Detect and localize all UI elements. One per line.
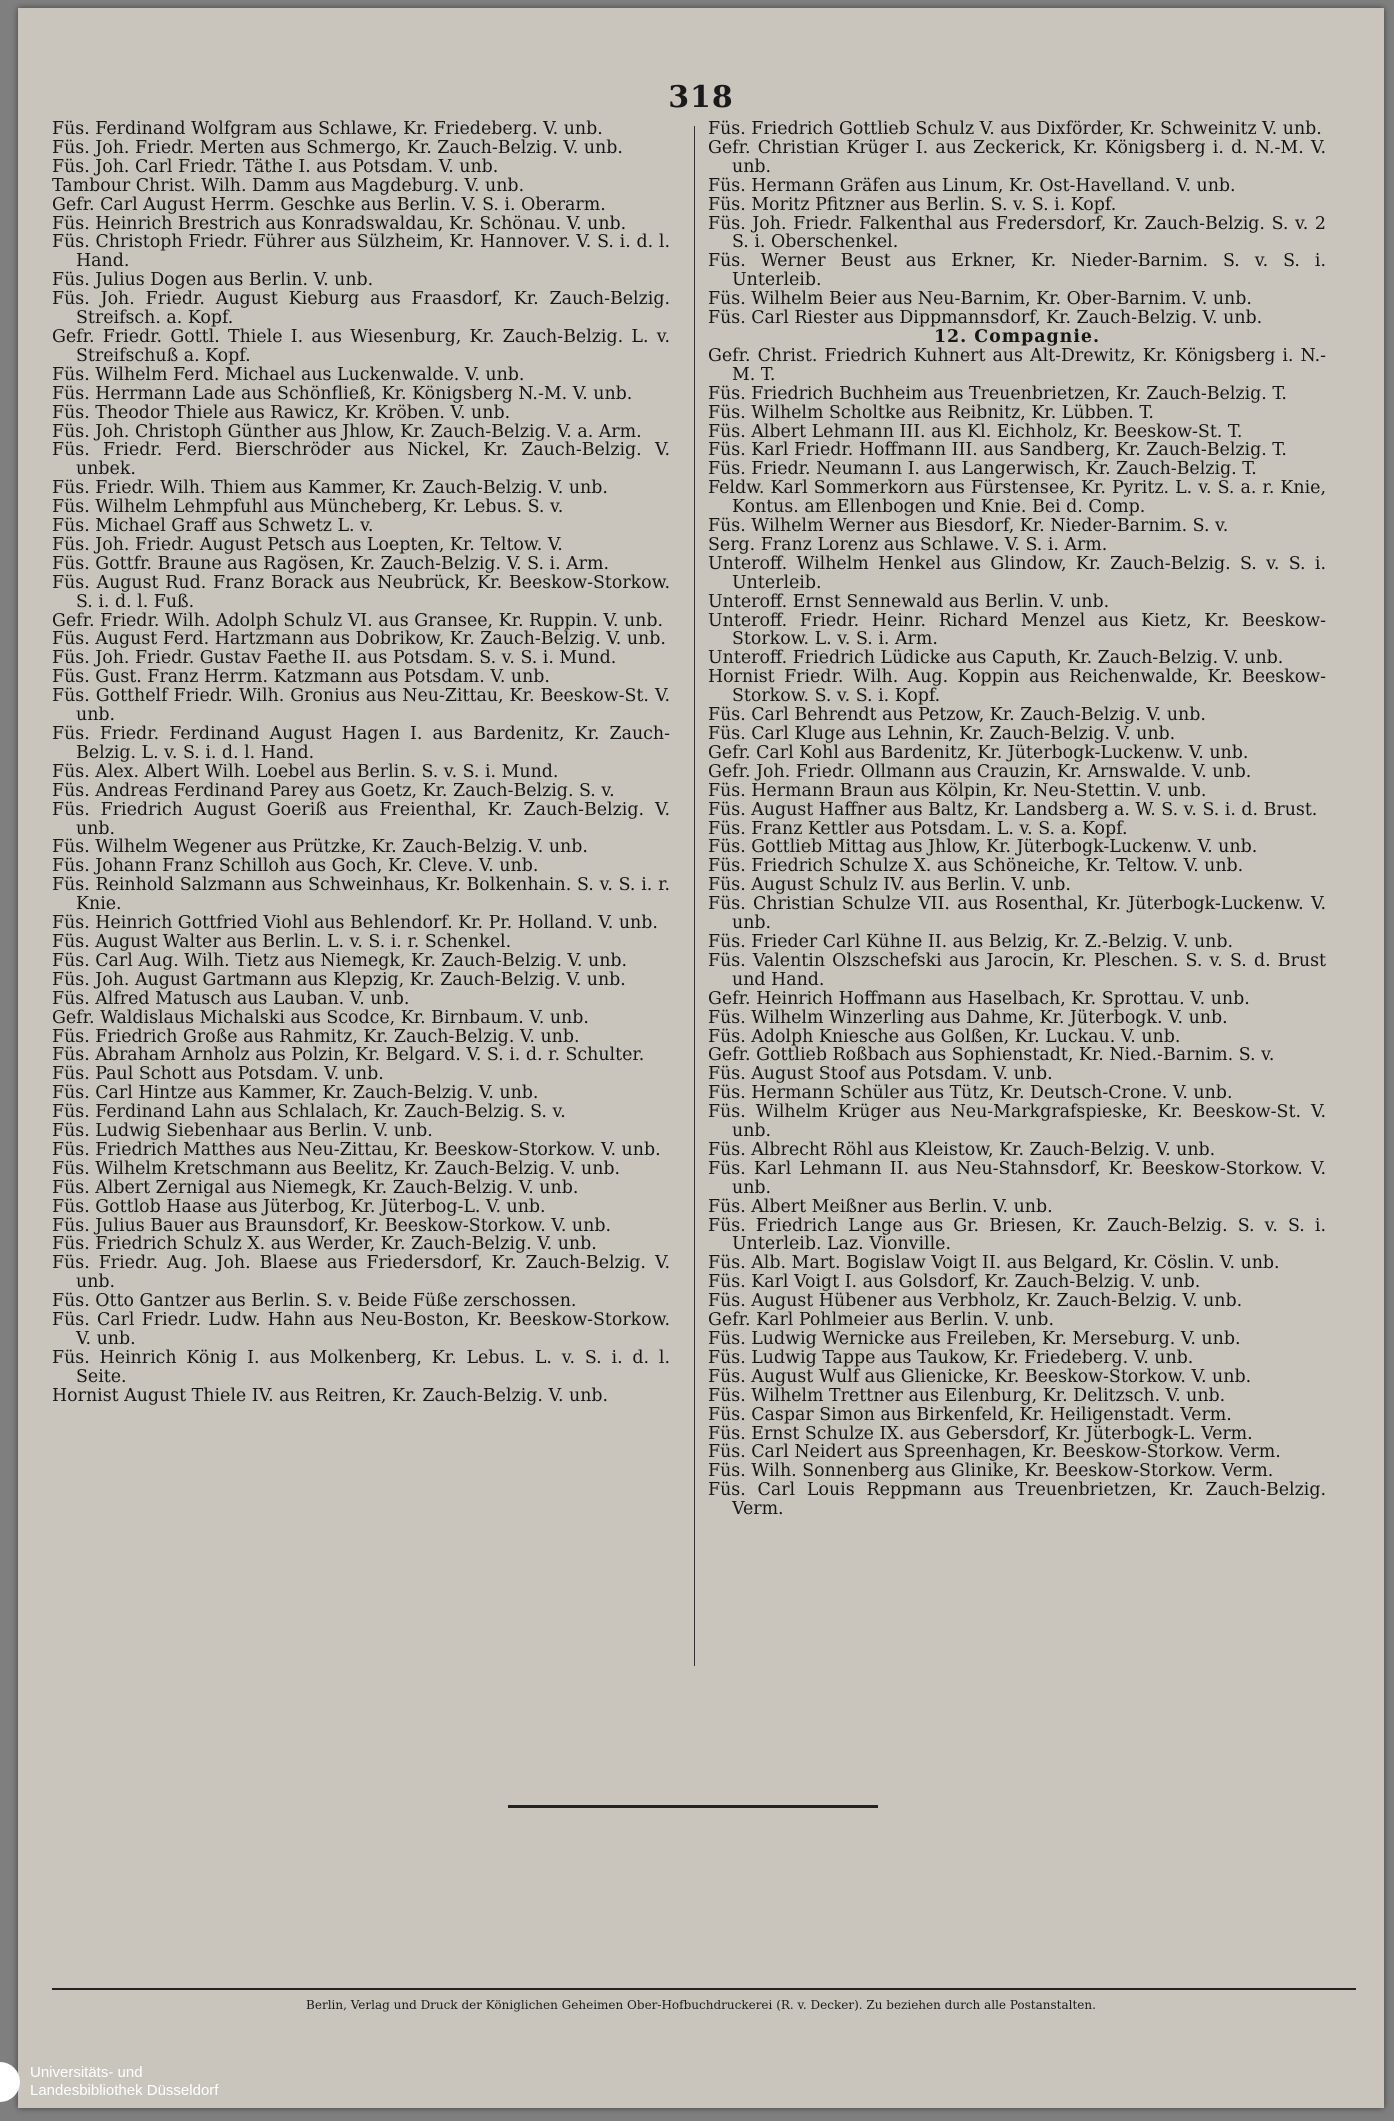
roster-entry: Füs. Gottlieb Mittag aus Jhlow, Kr. Jüterbogk-Luckenw. V. unb. (708, 837, 1258, 858)
roster-entry: Hornist August Thiele IV. aus Reitren, Kr. Zauch-Belzig. V. unb. (52, 1385, 609, 1406)
imprint-text: Berlin, Verlag und Druck der Königlichen Geheimen Ober-Hofbuchdruckerei (R. v. Decker). Zu beziehen durch alle Postanstalten. (306, 1998, 1096, 2012)
roster-entry: Füs. August Walter aus Berlin. L. v. S. i. r. Schenkel. (52, 931, 512, 952)
roster-entry: Gefr. Christian Krüger I. aus Zeckerick, Kr. Königsberg i. d. N.-M. V. unb. (708, 137, 1326, 177)
roster-entry: Füs. Friedr. Ferd. Bierschröder aus Nickel, Kr. Zauch-Belzig. V. unbek. (52, 440, 670, 480)
roster-entry: Füs. August Wulf aus Glienicke, Kr. Beeskow-Storkow. V. unb. (708, 1366, 1252, 1387)
roster-entry: Füs. Alb. Mart. Bogislaw Voigt II. aus Belgard, Kr. Cöslin. V. unb. (708, 1253, 1280, 1274)
roster-entry: Füs. August Haffner aus Baltz, Kr. Landsberg a. W. S. v. S. i. d. Brust. (708, 799, 1318, 820)
end-rule (508, 1805, 878, 1808)
library-label-line-1: Universitäts- und (30, 2064, 143, 2081)
roster-entry: Füs. Christian Schulze VII. aus Rosenthal, Kr. Jüterbogk-Luckenw. V. unb. (708, 894, 1326, 934)
roster-entry: Hornist Friedr. Wilh. Aug. Koppin aus Reichenwalde, Kr. Beeskow-Storkow. S. v. S. i. Kopf. (708, 667, 1326, 707)
roster-entry: Füs. Friedrich Schulz X. aus Werder, Kr. Zauch-Belzig. V. unb. (52, 1234, 597, 1255)
roster-entry: Füs. Wilhelm Krüger aus Neu-Markgrafspieske, Kr. Beeskow-St. V. unb. (708, 1102, 1326, 1142)
roster-entry: Füs. Theodor Thiele aus Rawicz, Kr. Kröben. V. unb. (52, 402, 511, 423)
roster-entry: Füs. August Rud. Franz Borack aus Neubrück, Kr. Beeskow-Storkow. S. i. d. l. Fuß. (52, 572, 670, 612)
library-label-line-2: Landesbibliothek Düsseldorf (30, 2082, 219, 2099)
roster-entry: Füs. Carl Behrendt aus Petzow, Kr. Zauch-Belzig. V. unb. (708, 705, 1206, 726)
roster-entry: Füs. Albert Meißner aus Berlin. V. unb. (708, 1196, 1053, 1217)
roster-entry: Füs. Friedr. Ferdinand August Hagen I. aus Bardenitz, Kr. Zauch-Belzig. L. v. S. i. d. l. Hand. (52, 724, 670, 763)
roster-entry: Füs. Friedr. Neumann I. aus Langerwisch, Kr. Zauch-Belzig. T. (708, 459, 1257, 480)
roster-entry: Füs. Herrmann Lade aus Schönfließ, Kr. Königsberg N.-M. V. unb. (52, 383, 633, 404)
roster-entry: Füs. Joh. August Gartmann aus Klepzig, Kr. Zauch-Belzig. V. unb. (52, 969, 626, 990)
roster-entry: Füs. Johann Franz Schilloh aus Goch, Kr. Cleve. V. unb. (52, 856, 539, 877)
left-column (52, 120, 670, 1406)
roster-entry: Füs. Albert Lehmann III. aus Kl. Eichholz, Kr. Beeskow-St. T. (708, 421, 1243, 442)
roster-entry: Füs. Adolph Kniesche aus Golßen, Kr. Luckau. V. unb. (708, 1026, 1181, 1047)
roster-entry: Füs. Joh. Friedr. Falkenthal aus Fredersdorf, Kr. Zauch-Belzig. S. v. 2 S. i. Oberschenkel. (708, 213, 1326, 253)
roster-entry: Gefr. Carl August Herrm. Geschke aus Berlin. V. S. i. Oberarm. (52, 194, 606, 215)
roster-entry: Füs. Wilh. Sonnenberg aus Glinike, Kr. Beeskow-Storkow. Verm. (708, 1461, 1274, 1482)
roster-entry: Füs. Friedrich Matthes aus Neu-Zittau, Kr. Beeskow-Storkow. V. unb. (52, 1139, 661, 1160)
roster-entry: Füs. Ferdinand Wolfgram aus Schlawe, Kr. Friedeberg. V. unb. (52, 119, 603, 139)
roster-entry: Füs. Friedrich Schulze X. aus Schöneiche, Kr. Teltow. V. unb. (708, 856, 1244, 877)
roster-entry: Füs. Michael Graff aus Schwetz L. v. (52, 516, 374, 537)
roster-entry: Füs. Werner Beust aus Erkner, Kr. Nieder-Barnim. S. v. S. i. Unterleib. (708, 251, 1326, 291)
roster-entry: Füs. Friedrich Große aus Rahmitz, Kr. Zauch-Belzig. V. unb. (52, 1026, 580, 1047)
roster-entry: Füs. Friedrich August Goeriß aus Freienthal, Kr. Zauch-Belzig. V. unb. (52, 799, 670, 839)
roster-entry: Füs. Andreas Ferdinand Parey aus Goetz, Kr. Zauch-Belzig. S. v. (52, 780, 615, 801)
roster-entry: Füs. Joh. Friedr. August Kieburg aus Fraasdorf, Kr. Zauch-Belzig. Streifsch. a. Kopf. (52, 289, 670, 329)
roster-entry: Füs. Joh. Friedr. Merten aus Schmergo, Kr. Zauch-Belzig. V. unb. (52, 137, 623, 158)
roster-entry: Füs. Heinrich Gottfried Viohl aus Behlendorf. Kr. Pr. Holland. V. unb. (52, 913, 658, 934)
roster-entry: Gefr. Heinrich Hoffmann aus Haselbach, Kr. Sprottau. V. unb. (708, 988, 1250, 1009)
roster-entry: Füs. Wilhelm Ferd. Michael aus Luckenwalde. V. unb. (52, 364, 525, 385)
roster-entry: Füs. Paul Schott aus Potsdam. V. unb. (52, 1064, 384, 1085)
document-page (18, 8, 1384, 2108)
roster-entry: Füs. Carl Louis Reppmann aus Treuenbrietzen, Kr. Zauch-Belzig. Verm. (708, 1480, 1326, 1520)
roster-entry: Gefr. Joh. Friedr. Ollmann aus Crauzin, Kr. Arnswalde. V. unb. (708, 761, 1252, 782)
roster-entry: Füs. Caspar Simon aus Birkenfeld, Kr. Heiligenstadt. Verm. (708, 1404, 1232, 1425)
roster-entry: Füs. Reinhold Salzmann aus Schweinhaus, Kr. Bolkenhain. S. v. S. i. r. Knie. (52, 875, 670, 915)
roster-entry: Serg. Franz Lorenz aus Schlawe. V. S. i. Arm. (708, 534, 1108, 555)
library-label (30, 2064, 218, 2100)
roster-entry: Füs. Christoph Friedr. Führer aus Sülzheim, Kr. Hannover. V. S. i. d. l. Hand. (52, 232, 670, 272)
roster-entry: Füs. Alfred Matusch aus Lauban. V. unb. (52, 988, 410, 1009)
roster-entry: Füs. Ludwig Siebenhaar aus Berlin. V. unb. (52, 1121, 433, 1142)
roster-entry: Füs. August Hübener aus Verbholz, Kr. Zauch-Belzig. V. unb. (708, 1291, 1243, 1312)
roster-entry: Tambour Christ. Wilh. Damm aus Magdeburg. V. unb. (52, 175, 525, 196)
roster-entry: Füs. Frieder Carl Kühne II. aus Belzig, Kr. Z.-Belzig. V. unb. (708, 931, 1234, 952)
library-logo-icon (0, 2062, 20, 2102)
roster-entry: Füs. Wilhelm Lehmpfuhl aus Müncheberg, Kr. Lebus. S. v. (52, 497, 564, 518)
roster-entry: Gefr. Carl Kohl aus Bardenitz, Kr. Jüterbogk-Luckenw. V. unb. (708, 742, 1249, 763)
roster-entry: Füs. Ludwig Wernicke aus Freileben, Kr. Merseburg. V. unb. (708, 1329, 1241, 1349)
roster-entry: Füs. Wilhelm Wegener aus Prützke, Kr. Zauch-Belzig. V. unb. (52, 837, 588, 858)
roster-entry: Füs. Julius Bauer aus Braunsdorf, Kr. Beeskow-Storkow. V. unb. (52, 1215, 611, 1236)
roster-entry: Füs. Hermann Braun aus Kölpin, Kr. Neu-Stettin. V. unb. (708, 780, 1207, 801)
footer-rule (52, 1988, 1356, 1990)
roster-entry: Gefr. Friedr. Gottl. Thiele I. aus Wiesenburg, Kr. Zauch-Belzig. L. v. Streifschuß a. Kopf. (52, 326, 670, 366)
roster-entry: Füs. Friedr. Aug. Joh. Blaese aus Friedersdorf, Kr. Zauch-Belzig. V. unb. (52, 1253, 670, 1293)
library-watermark (0, 2052, 260, 2112)
roster-entry: Füs. Hermann Schüler aus Tütz, Kr. Deutsch-Crone. V. unb. (708, 1083, 1233, 1104)
roster-entry: Füs. Friedr. Wilh. Thiem aus Kammer, Kr. Zauch-Belzig. V. unb. (52, 478, 608, 499)
roster-entry: Gefr. Christ. Friedrich Kuhnert aus Alt-Drewitz, Kr. Königsberg i. N.-M. T. (708, 345, 1326, 385)
roster-entry: Füs. Carl Aug. Wilh. Tietz aus Niemegk, Kr. Zauch-Belzig. V. unb. (52, 950, 628, 971)
roster-entry: Füs. Wilhelm Winzerling aus Dahme, Kr. Jüterbogk. V. unb. (708, 1007, 1228, 1028)
roster-entry: Füs. Ferdinand Lahn aus Schlalach, Kr. Zauch-Belzig. S. v. (52, 1102, 566, 1123)
roster-entry: Füs. Valentin Olszschefski aus Jarocin, Kr. Pleschen. S. v. S. d. Brust und Hand. (708, 950, 1326, 990)
roster-entry: Füs. Carl Riester aus Dippmannsdorf, Kr. Zauch-Belzig. V. unb. (708, 308, 1263, 329)
company-heading: 12. Compagnie. (933, 326, 1101, 347)
roster-entry: Füs. Friedrich Buchheim aus Treuenbrietzen, Kr. Zauch-Belzig. T. (708, 383, 1287, 404)
roster-entry: Füs. Heinrich Brestrich aus Konradswaldau, Kr. Schönau. V. unb. (52, 213, 627, 234)
roster-entry: Füs. Carl Neidert aus Spreenhagen, Kr. Beeskow-Storkow. Verm. (708, 1442, 1281, 1463)
roster-entry: Gefr. Friedr. Wilh. Adolph Schulz VI. aus Gransee, Kr. Ruppin. V. unb. (52, 610, 664, 631)
roster-entry: Gefr. Gottlieb Roßbach aus Sophienstadt, Kr. Nied.-Barnim. S. v. (708, 1045, 1275, 1066)
roster-entry: Füs. Karl Friedr. Hoffmann III. aus Sandberg, Kr. Zauch-Belzig. T. (708, 440, 1287, 461)
roster-entry: Füs. Joh. Friedr. August Petsch aus Loepten, Kr. Teltow. V. (52, 534, 563, 555)
roster-entry: Füs. Joh. Carl Friedr. Täthe I. aus Potsdam. V. unb. (52, 156, 499, 177)
right-column (708, 120, 1326, 1519)
roster-entry: Füs. August Schulz IV. aus Berlin. V. unb. (708, 875, 1071, 896)
roster-entry: Füs. Gottlob Haase aus Jüterbog, Kr. Jüterbog-L. V. unb. (52, 1196, 546, 1217)
roster-entry: Füs. Wilhelm Scholtke aus Reibnitz, Kr. Lübben. T. (708, 402, 1154, 423)
roster-entry: Füs. Karl Lehmann II. aus Neu-Stahnsdorf, Kr. Beeskow-Storkow. V. unb. (708, 1158, 1326, 1198)
roster-entry: Füs. Wilhelm Trettner aus Eilenburg, Kr. Delitzsch. V. unb. (708, 1385, 1226, 1406)
roster-entry: Unteroff. Friedrich Lüdicke aus Caputh, Kr. Zauch-Belzig. V. unb. (708, 648, 1284, 669)
roster-entry: Füs. Julius Dogen aus Berlin. V. unb. (52, 270, 374, 291)
column-divider (694, 126, 695, 1666)
roster-entry: Füs. Alex. Albert Wilh. Loebel aus Berlin. S. v. S. i. Mund. (52, 761, 559, 782)
roster-entry: Füs. Wilhelm Kretschmann aus Beelitz, Kr. Zauch-Belzig. V. unb. (52, 1158, 621, 1179)
roster-entry: Füs. Carl Friedr. Ludw. Hahn aus Neu-Boston, Kr. Beeskow-Storkow. V. unb. (52, 1310, 670, 1349)
roster-entry: Füs. Gottfr. Braune aus Ragösen, Kr. Zauch-Belzig. V. S. i. Arm. (52, 553, 610, 574)
roster-entry: Füs. Friedrich Lange aus Gr. Briesen, Kr. Zauch-Belzig. S. v. S. i. Unterleib. Laz. Vionville. (708, 1215, 1326, 1255)
roster-entry: Gefr. Karl Pohlmeier aus Berlin. V. unb. (708, 1310, 1054, 1331)
roster-entry: Füs. Carl Hintze aus Kammer, Kr. Zauch-Belzig. V. unb. (52, 1083, 539, 1104)
roster-entry: Füs. Karl Voigt I. aus Golsdorf, Kr. Zauch-Belzig. V. unb. (708, 1272, 1201, 1293)
roster-entry: Füs. Joh. Friedr. Gustav Faethe II. aus Potsdam. S. v. S. i. Mund. (52, 648, 617, 669)
roster-entry: Füs. Wilhelm Werner aus Biesdorf, Kr. Nieder-Barnim. S. v. (708, 516, 1229, 537)
roster-entry: Füs. Hermann Gräfen aus Linum, Kr. Ost-Havelland. V. unb. (708, 175, 1236, 196)
roster-entry: Unteroff. Wilhelm Henkel aus Glindow, Kr. Zauch-Belzig. S. v. S. i. Unterleib. (708, 553, 1326, 593)
roster-entry: Füs. Ludwig Tappe aus Taukow, Kr. Friedeberg. V. unb. (708, 1347, 1194, 1368)
roster-entry: Füs. Friedrich Gottlieb Schulz V. aus Dixförder, Kr. Schweinitz V. unb. (708, 119, 1322, 139)
roster-entry: Füs. Franz Kettler aus Potsdam. L. v. S. a. Kopf. (708, 818, 1128, 839)
roster-entry: Füs. Wilhelm Beier aus Neu-Barnim, Kr. Ober-Barnim. V. unb. (708, 289, 1252, 310)
roster-entry: Füs. Ernst Schulze IX. aus Gebersdorf, Kr. Jüterbogk-L. Verm. (708, 1423, 1253, 1444)
roster-entry: Feldw. Karl Sommerkorn aus Fürstensee, Kr. Pyritz. L. v. S. a. r. Knie, Kontus. am Ellenbogen und Knie. Bei d. Comp. (708, 478, 1326, 518)
roster-entry: Füs. August Stoof aus Potsdam. V. unb. (708, 1064, 1053, 1085)
roster-entry: Füs. Otto Gantzer aus Berlin. S. v. Beide Füße zerschossen. (52, 1291, 577, 1312)
roster-entry: Unteroff. Ernst Sennewald aus Berlin. V. unb. (708, 591, 1110, 612)
page-number: 318 (668, 80, 734, 115)
roster-entry: Füs. Gust. Franz Herrm. Katzmann aus Potsdam. V. unb. (52, 667, 550, 688)
roster-entry: Füs. Albert Zernigal aus Niemegk, Kr. Zauch-Belzig. V. unb. (52, 1177, 579, 1198)
roster-entry: Gefr. Waldislaus Michalski aus Scodce, Kr. Birnbaum. V. unb. (52, 1007, 589, 1028)
roster-entry: Füs. Heinrich König I. aus Molkenberg, Kr. Lebus. L. v. S. i. d. l. Seite. (52, 1347, 670, 1387)
roster-entry: Füs. Carl Kluge aus Lehnin, Kr. Zauch-Belzig. V. unb. (708, 724, 1176, 744)
roster-entry: Füs. Albrecht Röhl aus Kleistow, Kr. Zauch-Belzig. V. unb. (708, 1139, 1216, 1160)
roster-entry: Füs. Moritz Pfitzner aus Berlin. S. v. S. i. Kopf. (708, 194, 1117, 215)
roster-entry: Füs. Joh. Christoph Günther aus Jhlow, Kr. Zauch-Belzig. V. a. Arm. (52, 421, 642, 442)
roster-entry: Füs. Gotthelf Friedr. Wilh. Gronius aus Neu-Zittau, Kr. Beeskow-St. V. unb. (52, 686, 670, 726)
roster-entry: Unteroff. Friedr. Heinr. Richard Menzel aus Kietz, Kr. Beeskow-Storkow. L. v. S. i. Arm. (708, 610, 1326, 650)
roster-entry: Füs. Abraham Arnholz aus Polzin, Kr. Belgard. V. S. i. d. r. Schulter. (52, 1045, 645, 1066)
roster-entry: Füs. August Ferd. Hartzmann aus Dobrikow, Kr. Zauch-Belzig. V. unb. (52, 629, 666, 650)
